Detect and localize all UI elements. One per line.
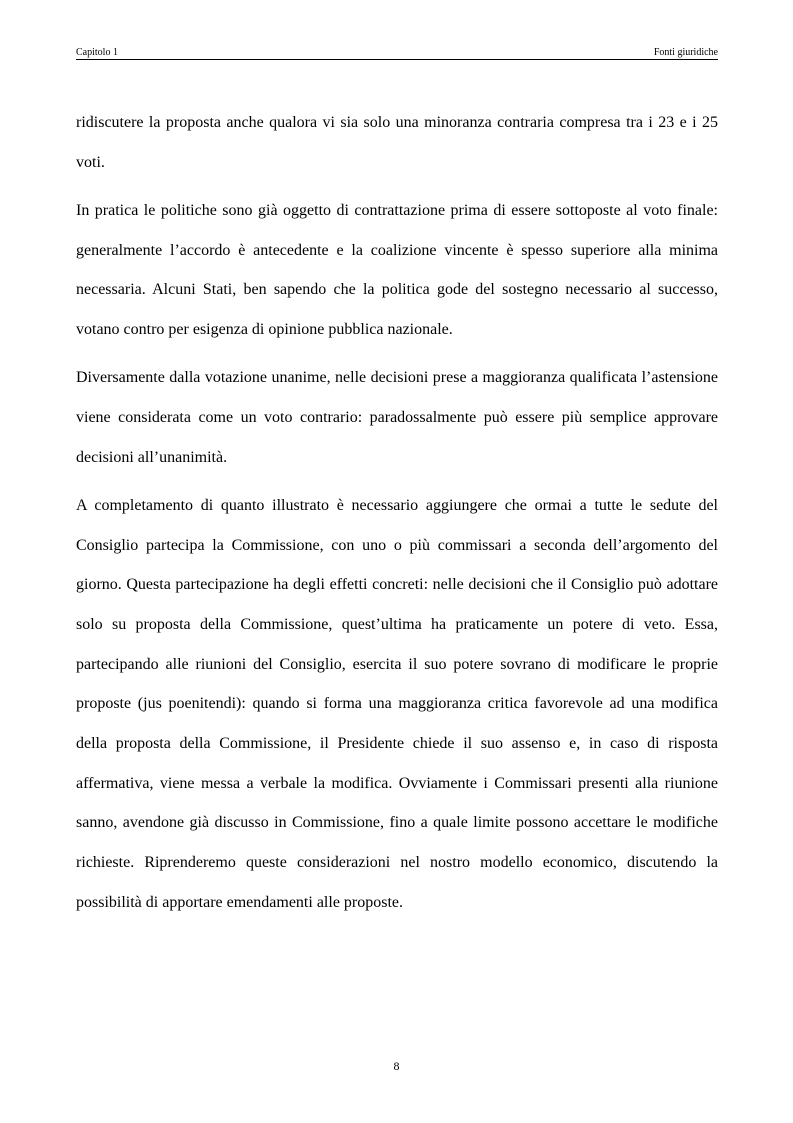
paragraph: Diversamente dalla votazione unanime, nelle decisioni prese a maggioranza qualificata l’astensione viene considerata come un voto contrario: paradossalmente può essere più semplice approvare decisioni all’unanimità. (76, 369, 718, 466)
section-label: Fonti giuridiche (653, 47, 718, 58)
paragraph: A completamento di quanto illustrato è necessario aggiungere che ormai a tutte le sedute del Consiglio partecipa la Commissione, con uno o più commissari a seconda dell’argomento del giorno. Questa partecipazione ha degli effetti concreti: nelle decisioni che il Consiglio può adottare solo su proposta della Commissione, quest’ultima ha praticamente un potere di veto. Essa, partecipando alle riunioni del Consiglio, esercita il suo potere sovrano di modificare le proprie proposte (jus poenitendi): quando si forma una maggioranza critica favorevole ad una modifica della proposta della Commissione, il Presidente chiede il suo assenso e, in caso di risposta affermativa, viene messa a verbale la modifica. Ovviamente i Commissari presenti alla riunione sanno, avendone già discusso in Commissione, fino a quale limite possono accettare le modifiche richieste. Riprenderemo queste considerazioni nel nostro modello economico, discutendo la possibilità di apportare emendamenti alle proposte. (76, 496, 718, 911)
paragraph: ridiscutere la proposta anche qualora vi sia solo una minoranza contraria compresa tra i 23 e i 25 voti. (76, 114, 718, 171)
running-header (76, 47, 718, 60)
body-text (76, 103, 718, 931)
chapter-label: Capitolo 1 (76, 47, 118, 58)
page-number: 8 (393, 1059, 400, 1073)
paragraph: In pratica le politiche sono già oggetto di contrattazione prima di essere sottoposte al voto finale: generalmente l’accordo è antecedente e la coalizione vincente è spesso superiore alla minima necessaria. Alcuni Stati, ben sapendo che la politica gode del sostegno necessario al successo, votano contro per esigenza di opinione pubblica nazionale. (76, 201, 718, 339)
